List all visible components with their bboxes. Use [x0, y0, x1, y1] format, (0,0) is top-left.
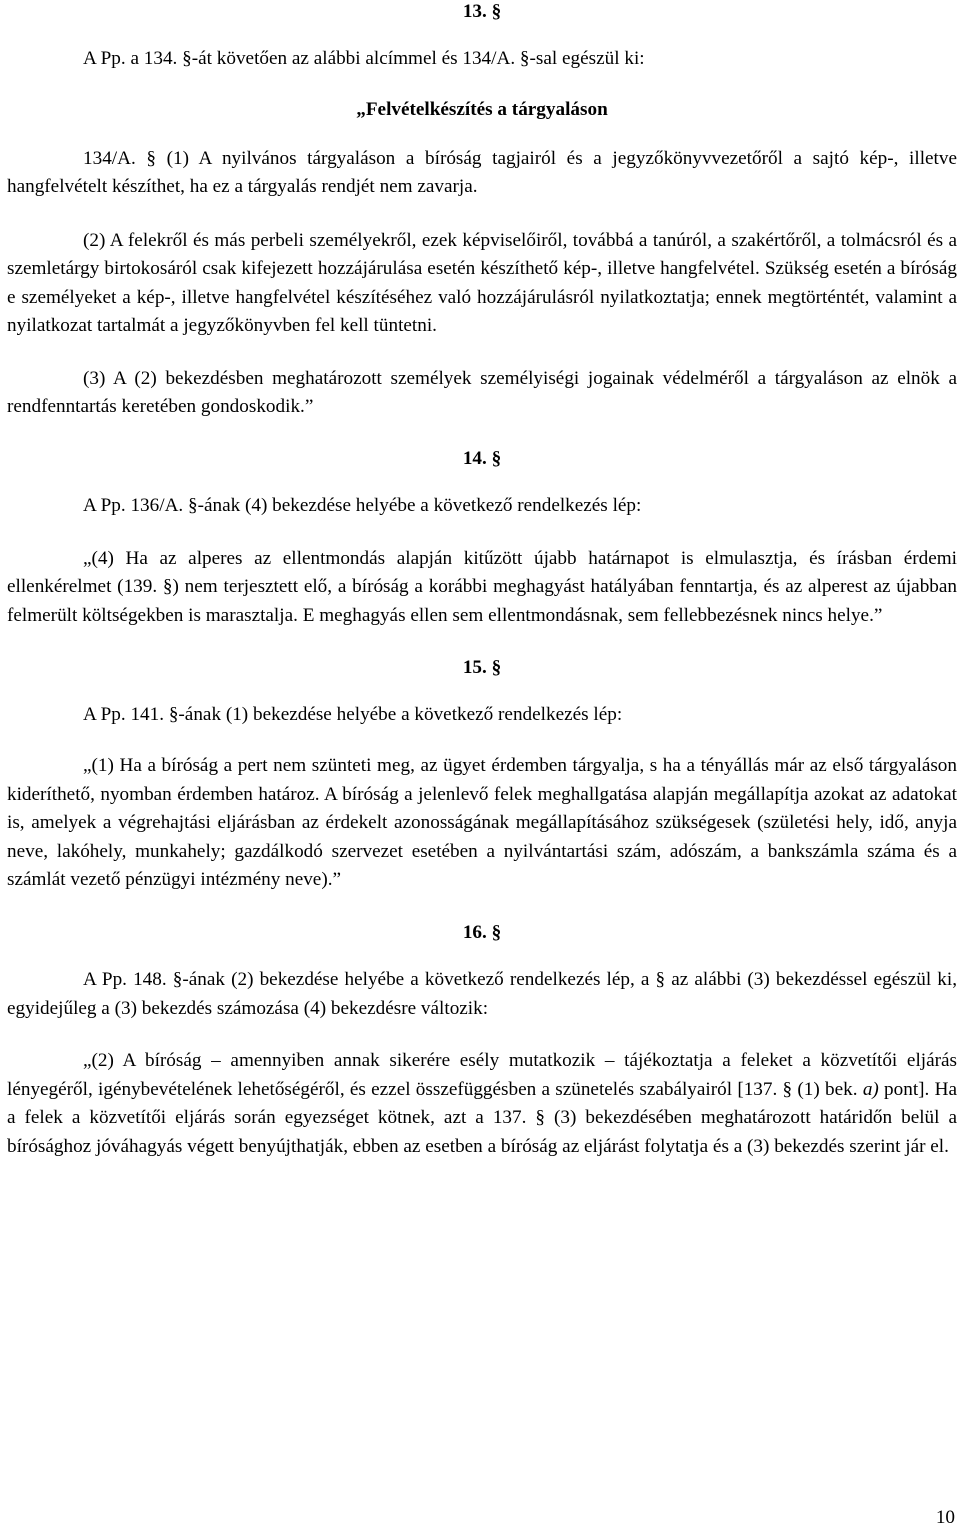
section-13-intro: A Pp. a 134. §-át követően az alábbi alcímmel és 134/A. §-sal egészül ki: [83, 47, 645, 69]
section-16-paragraph-1 [7, 1047, 957, 1161]
section-15-intro: A Pp. 141. §-ának (1) bekezdése helyébe a következő rendelkezés lép: [83, 703, 623, 725]
section-13-paragraph-1: 134/A. § (1) A nyilvános tárgyaláson a bíróság tagjairól és a jegyzőkönyvvezetőről a sajtó kép-, illetve hangfelvételt készíthet, ha ez a tárgyalás rendjét nem zavarja. [7, 147, 957, 197]
section-16-text-b: pont]. Ha a felek a közvetítői eljárás során egyezséget kötnek, azt a 137. § (3) bekezdésében meghatározott határidőn belül a bírósághoz jóváhagyás végett benyújthatják, ebben az esetben a bíróság az eljárást folytatja és a (3) bekezdés szerint jár el. [7, 1078, 957, 1157]
section-13-heading: 13. § [462, 1, 502, 22]
section-13-subtitle: „Felvételkészítés a tárgyaláson [356, 99, 608, 120]
section-13-paragraph-2: (2) A felekről és más perbeli személyekről, ezek képviselőiről, továbbá a tanúról, a szakértőről, a tolmácsról és a szemletárgy birtokosáról csak kifejezett hozzájárulása esetén készíthető kép-, illetve hangfelvétel. Szükség esetén a bíróság e személyeket a kép-, illetve hangfelvétel készítéséhez való hozzájárulásról nyilatkoztatja; ennek megtörténtét, valamint a nyilatkozat tartalmát a jegyzőkönyvben fel kell tüntetni. [7, 229, 957, 336]
section-14-heading: 14. § [462, 447, 502, 469]
section-16-heading: 16. § [462, 921, 502, 943]
section-16-text-a: „(2) A bíróság – amennyiben annak sikerére esély mutatkozik – tájékoztatja a feleket a közvetítői eljárás lényegéről, igénybevételének lehetőségéről, és ezzel összefüggésben a szünetelés szabályairól [137. § (1) bek. [7, 1050, 957, 1100]
section-13-paragraph-3: (3) A (2) bekezdésben meghatározott személyek személyiségi jogainak védelméről a tárgyaláson az elnök a rendfenntartás keretében gondoskodik.” [7, 367, 957, 417]
section-15-heading: 15. § [462, 657, 502, 678]
section-14-intro: A Pp. 136/A. §-ának (4) bekezdése helyébe a következő rendelkezés lép: [83, 495, 642, 516]
page-number: 10 [935, 1507, 955, 1528]
section-15-paragraph-1: „(1) Ha a bíróság a pert nem szünteti meg, az ügyet érdemben tárgyalja, s ha a tényállás már az első tárgyaláson kideríthető, nyomban érdemben határoz. A bíróság a jelenlevő felek meghallgatása alapján megállapítja azokat az adatokat is, amelyek a végrehajtási eljárásban az érdekelt azonosságának megállapításához szükségesek (születési hely, idő, anyja neve, lakóhely, munkahely; gazdálkodó szervezet esetében a nyilvántartási szám, adószám, a bankszámla száma és a számlát vezető pénzügyi intézmény neve).” [7, 755, 957, 890]
section-16-point-label: a) [862, 1078, 879, 1100]
section-14-paragraph-1: „(4) Ha az alperes az ellentmondás alapján kitűzött újabb határnapot is elmulasztja, és írásban érdemi ellenkérelmet (139. §) nem terjesztett elő, a bíróság a korábbi meghagyást hatályában fenntartja, és az alperest az újabban felmerült költségekben is marasztalja. E meghagyás ellen sem ellentmondásnak, sem fellebbezésnek nincs helye.” [7, 547, 957, 626]
section-16-intro: A Pp. 148. §-ának (2) bekezdése helyébe a következő rendelkezés lép, a § az alábbi (3) bekezdéssel egészül ki, egyidejűleg a (3) bekezdés számozása (4) bekezdésre változik: [7, 969, 957, 1019]
